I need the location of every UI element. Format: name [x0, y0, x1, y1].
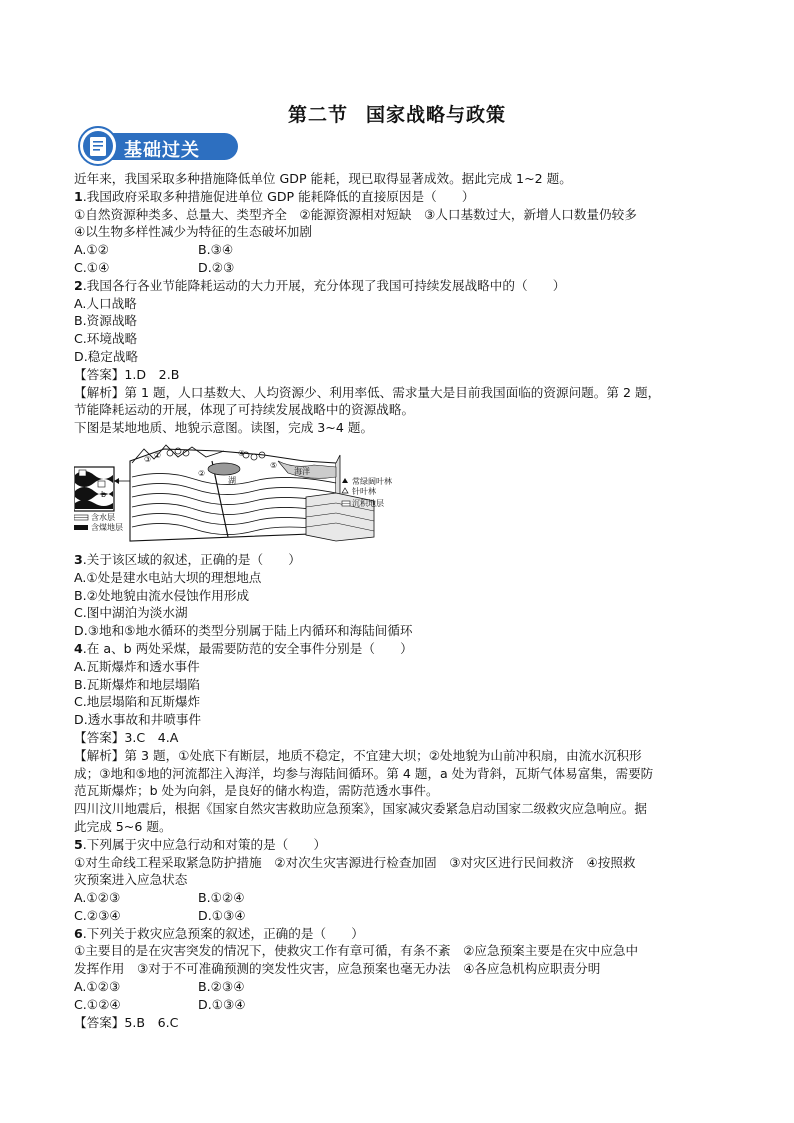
mark-2: ② — [198, 468, 206, 478]
option-b: B.瓦斯爆炸和地层塌陷 — [74, 676, 200, 692]
option-d: D.①③④ — [198, 996, 246, 1012]
question-1-items-cont: ④以生物多样性减少为特征的生态破坏加剧 — [74, 224, 312, 240]
page-title — [0, 100, 794, 127]
explanation-1-2: 【解析】第 1 题，人口基数大、人均资源少、利用率低、需求量大是目前我国面临的资源问题。第 2 题， — [74, 384, 661, 400]
geology-figure — [74, 441, 726, 549]
question-6-items: ①主要目的是在灾害突发的情况下，使救灾工作有章可循，有条不紊 ②应急预案主要是在灾中应急中 — [74, 943, 639, 959]
mark-5: ⑤ — [270, 460, 278, 470]
option-a: A.①②③ — [74, 890, 121, 906]
option-b: B.②③④ — [198, 979, 245, 995]
legend-coal: 含煤地层 — [91, 522, 123, 532]
question-6-stem: 6.下列关于救灾应急预案的叙述，正确的是（ ） — [74, 925, 364, 941]
option-d: D.②③ — [198, 259, 235, 275]
question-1-options-row1 — [74, 241, 726, 259]
question-5-items-cont: 灾预案进入应急状态 — [74, 872, 188, 888]
banner-label: 基础过关 — [124, 140, 200, 161]
option-d: D.稳定战略 — [74, 348, 139, 364]
option-c: C.环境战略 — [74, 331, 138, 347]
section-name: 国家战略与政策 — [366, 104, 507, 126]
option-d: D.③地和⑤地水循环的类型分别属于陆上内循环和海陆间循环 — [74, 623, 413, 639]
question-2-stem: 2.我国各行各业节能降耗运动的大力开展，充分体现了我国可持续发展战略中的（ ） — [74, 277, 566, 293]
legend-conifer: 针叶林 — [352, 486, 376, 496]
option-a: A.①② — [74, 242, 109, 258]
option-d: D.①③④ — [198, 907, 246, 923]
question-5-options-row2 — [74, 907, 726, 925]
option-b: B.③④ — [198, 242, 234, 258]
question-6-options-row1 — [74, 978, 726, 996]
answer-1-2: 【答案】1.D 2.B — [74, 366, 180, 382]
section-banner — [76, 124, 240, 168]
question-3-stem: 3.关于该区域的叙述，正确的是（ ） — [74, 551, 301, 567]
legend-sediment: 沉积地层 — [352, 498, 384, 508]
legend-aquifer: 含水层 — [91, 512, 115, 522]
option-a: A.瓦斯爆炸和透水事件 — [74, 658, 200, 674]
option-c: C.①②④ — [74, 996, 121, 1012]
option-a: A.人口战略 — [74, 295, 137, 311]
option-b: B.②处地貌由流水侵蚀作用形成 — [74, 587, 250, 603]
explanation-3-4: 【解析】第 3 题，①处底下有断层，地质不稳定，不宜建大坝；②处地貌为山前冲积扇，由流水沉积形 — [74, 747, 642, 763]
question-content — [74, 170, 726, 1031]
intro-text-3-cont: 此完成 5~6 题。 — [74, 818, 172, 834]
option-c: C.②③④ — [74, 907, 121, 923]
mark-3: ③ — [144, 454, 152, 464]
option-a: A.①处是建水电站大坝的理想地点 — [74, 569, 262, 585]
question-1-stem: 1.我国政府采取多种措施促进单位 GDP 能耗降低的直接原因是（ ） — [74, 188, 475, 204]
label-lake: 湖 — [228, 475, 236, 485]
section-number: 第二节 — [287, 104, 348, 126]
option-c: C.①④ — [74, 259, 110, 275]
question-5-options-row1 — [74, 889, 726, 907]
explanation-3-4-cont: 成；③地和⑤地的河流都注入海洋，均参与海陆间循环。第 4 题，a 处为背斜，瓦斯气体易富集，需要防 — [74, 765, 654, 781]
explanation-1-2-cont: 节能降耗运动的开展，体现了可持续发展战略中的资源战略。 — [74, 402, 415, 418]
legend-broadleaf: 常绿阔叶林 — [352, 476, 392, 486]
option-a: A.①②③ — [74, 979, 121, 995]
question-5-stem: 5.下列属于灾中应急行动和对策的是（ ） — [74, 836, 327, 852]
question-1-items: ①自然资源种类多、总量大、类型齐全 ②能源资源相对短缺 ③人口基数过大，新增人口数量仍较多 — [74, 206, 637, 222]
intro-text-3: 四川汶川地震后，根据《国家自然灾害救助应急预案》，国家减灾委紧急启动国家二级救灾应急响应。据 — [74, 801, 648, 817]
option-b: B.资源战略 — [74, 313, 138, 329]
mark-4: ④ — [238, 448, 246, 458]
question-6-items-cont: 发挥作用 ③对于不可准确预测的突发性灾害，应急预案也毫无办法 ④各应急机构应职责分明 — [74, 961, 601, 977]
intro-text-2: 下图是某地地质、地貌示意图。读图，完成 3~4 题。 — [74, 420, 374, 436]
question-4-stem: 4.在 a、b 两处采煤，最需要防范的安全事件分别是（ ） — [74, 640, 413, 656]
question-5-items: ①对生命线工程采取紧急防护措施 ②对次生灾害源进行检查加固 ③对灾区进行民间救济 ④按照救 — [74, 854, 636, 870]
answer-5-6: 【答案】5.B 6.C — [74, 1014, 179, 1030]
mark-a: a — [82, 478, 87, 488]
option-b: B.①②④ — [198, 890, 245, 906]
intro-text: 近年来，我国采取多种措施降低单位 GDP 能耗，现已取得显著成效。据此完成 1~2 题。 — [74, 171, 572, 186]
question-1-options-row2 — [74, 259, 726, 277]
document-badge-icon — [78, 126, 118, 166]
option-d: D.透水事故和井喷事件 — [74, 712, 202, 728]
explanation-3-4-cont2: 范瓦斯爆炸；b 处为向斜，是良好的储水构造，需防范透水事件。 — [74, 783, 439, 799]
question-6-options-row2 — [74, 996, 726, 1014]
label-sea: 海洋 — [294, 466, 310, 476]
option-c: C.地层塌陷和瓦斯爆炸 — [74, 694, 201, 710]
mark-1: ① — [154, 450, 162, 460]
answer-3-4: 【答案】3.C 4.A — [74, 729, 179, 745]
mark-b: b — [101, 489, 107, 499]
option-c: C.图中湖泊为淡水湖 — [74, 605, 188, 621]
